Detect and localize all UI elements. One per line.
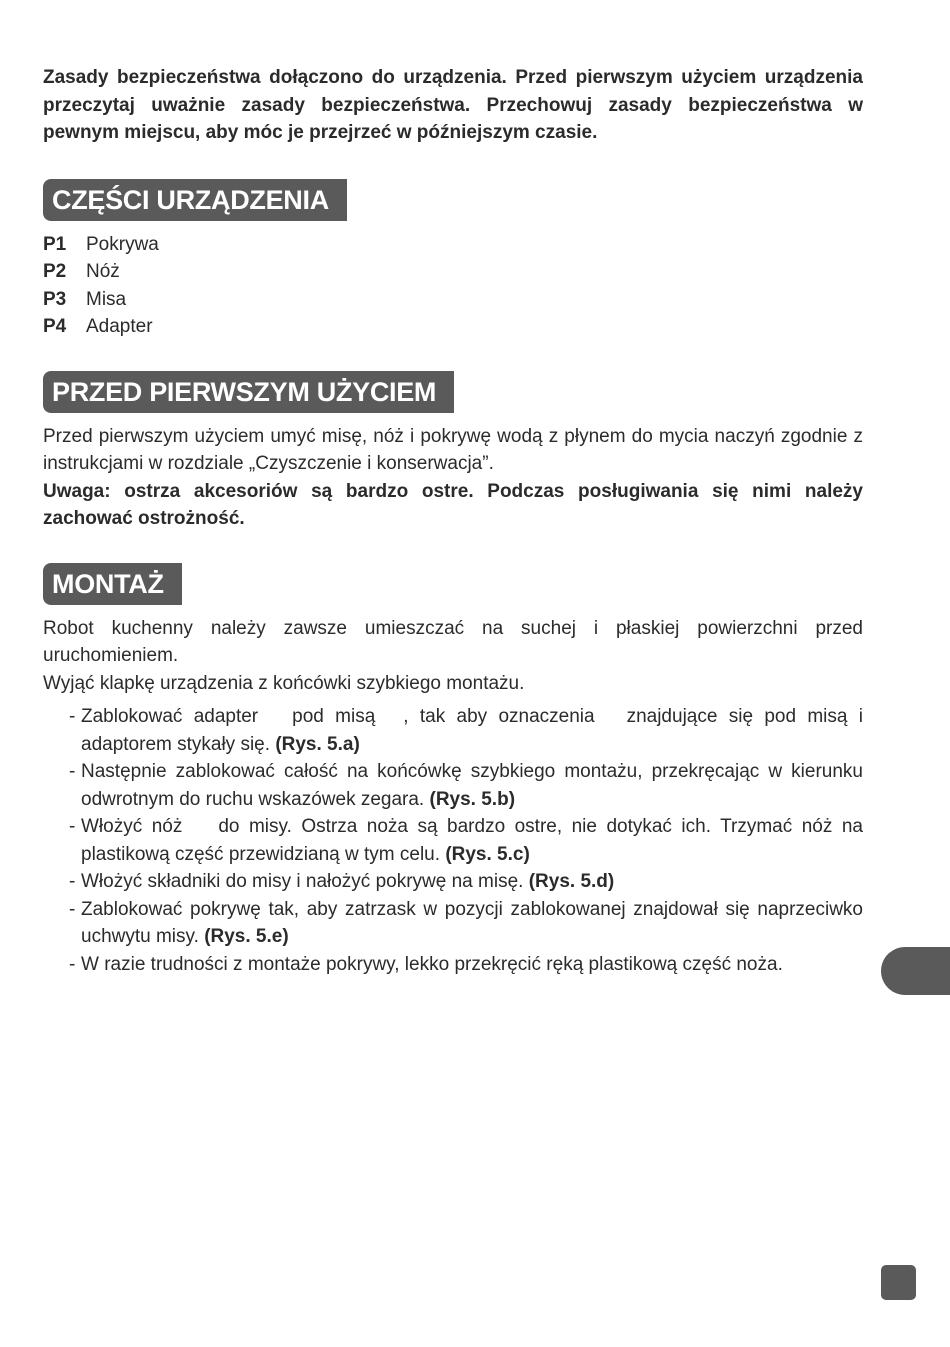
part-label: Adapter <box>86 316 153 337</box>
part-code: P4 <box>43 316 67 337</box>
step-text: W razie trudności z montaże pokrywy, lekko przekręcić ręką plastikową część noża. <box>81 953 783 975</box>
part-code: P1 <box>43 233 67 255</box>
part-label: Misa <box>86 288 127 310</box>
list-item <box>81 758 863 813</box>
page-number-box <box>881 1265 916 1300</box>
step-text: pod misą <box>292 706 376 727</box>
part-label: Pokrywa <box>86 233 159 255</box>
list-item <box>81 813 863 868</box>
part-code: P2 <box>43 261 67 282</box>
assembly-steps <box>43 703 863 978</box>
list-item <box>81 896 863 951</box>
list-item <box>43 231 863 259</box>
figure-ref: (Rys. 5.a) <box>275 733 360 755</box>
step-text: Zablokować adapter <box>81 706 259 727</box>
list-item <box>43 258 863 286</box>
page-content <box>43 64 863 978</box>
assembly-paragraph: Robot kuchenny należy zawsze umieszczać na suchej i płaskiej powierzchni przed uruchomieniem. <box>43 617 863 666</box>
figure-ref: (Rys. 5.d) <box>528 871 615 892</box>
first-use-paragraph: Przed pierwszym użyciem umyć misę, nóż i pokrywę wodą z płynem do mycia naczyń zgodnie z instrukcjami w rozdziale „Czyszczenie i konserwacja”. <box>43 425 863 474</box>
list-item <box>81 868 863 896</box>
figure-ref: (Rys. 5.b) <box>429 788 516 810</box>
step-text: do misy. Ostrza noża są bardzo ostre, nie dotykać ich. Trzymać nóż na plastikową część przewidzianą w tym celu. <box>81 816 863 865</box>
list-item <box>81 703 863 758</box>
parts-list <box>43 231 863 341</box>
step-text: Włożyć składniki do misy i nałożyć pokrywę na misę. <box>81 871 524 892</box>
step-text: , tak aby oznaczenia <box>403 706 595 727</box>
section-heading-parts: CZĘŚCI URZĄDZENIA <box>43 179 347 221</box>
list-item <box>43 286 863 314</box>
part-label: Nóż <box>86 261 120 282</box>
part-code: P3 <box>43 288 67 310</box>
warning-paragraph: Uwaga: ostrza akcesoriów są bardzo ostre. Podczas posługiwania się nimi należy zachować ostrożność. <box>43 480 863 529</box>
figure-ref: (Rys. 5.e) <box>204 926 289 947</box>
list-item <box>43 313 863 341</box>
language-tab <box>881 947 950 995</box>
section-heading-assembly: MONTAŻ <box>43 563 182 605</box>
assembly-paragraph-2: Wyjąć klapkę urządzenia z końcówki szybkiego montażu. <box>43 672 525 694</box>
step-text: znajdujące się pod misą i adaptorem stykały się. <box>81 706 863 755</box>
section-heading-first-use: PRZED PIERWSZYM UŻYCIEM <box>43 371 454 413</box>
figure-ref: (Rys. 5.c) <box>445 843 530 865</box>
step-text: Zablokować pokrywę tak, aby zatrzask w pozycji zablokowanej znajdował się naprzeciwko uchwytu misy. <box>81 898 863 947</box>
intro-paragraph: Zasady bezpieczeństwa dołączono do urządzenia. Przed pierwszym użyciem urządzenia przeczytaj uważnie zasady bezpieczeństwa. Przechowuj zasady bezpieczeństwa w pewnym miejscu, aby móc je przejrzeć w późniejszym czasie. <box>43 67 863 143</box>
list-item <box>81 951 863 979</box>
step-text: Włożyć nóż <box>81 816 183 837</box>
step-text: Następnie zablokować całość na końcówkę szybkiego montażu, przekręcając w kierunku odwrotnym do ruchu wskazówek zegara. <box>81 761 863 810</box>
